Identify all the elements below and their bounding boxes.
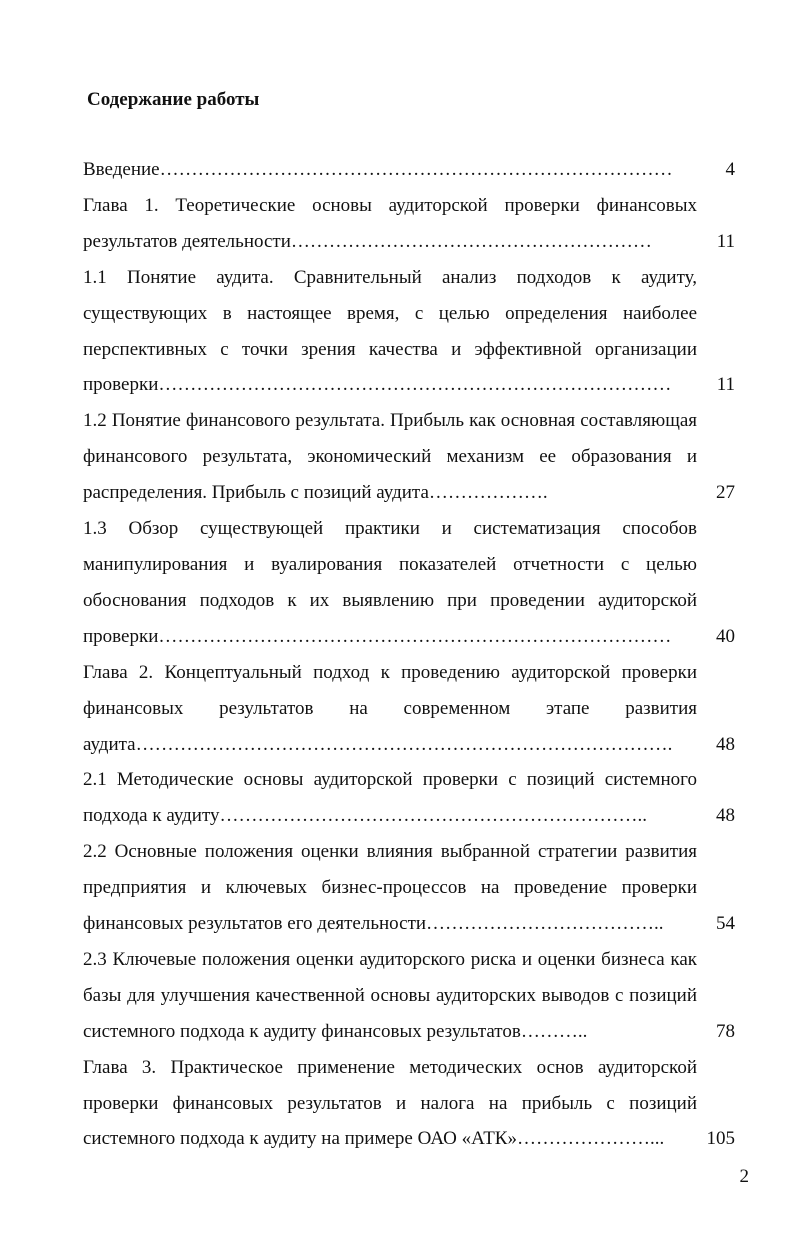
toc-entry-section-1-2: [83, 403, 743, 511]
toc-entry-section-1-1: [83, 260, 743, 404]
toc-entry-page: 11: [716, 230, 735, 252]
toc-entry-page: 40: [716, 625, 735, 647]
toc-entry-text: Глава 3. Практическое применение методических основ аудиторской проверки финансовых результатов и налога на прибыль с позиций системного подхода к аудиту на примере ОАО «АТК»…………………...: [83, 1056, 697, 1150]
toc-entry-chapter-3: [83, 1050, 743, 1158]
toc-entry-introduction: [83, 152, 743, 188]
toc-entry-chapter-2: [83, 655, 743, 763]
toc-entry-text: 1.2 Понятие финансового результата. Прибыль как основная составляющая финансового результата, экономический механизм ее образования и распределения. Прибыль с позиций аудита……………….: [83, 410, 697, 504]
table-of-contents: [83, 152, 743, 1157]
toc-entry-page: 78: [716, 1020, 735, 1042]
toc-entry-page: 11: [716, 374, 735, 396]
toc-entry-page: 54: [716, 913, 735, 935]
toc-entry-page: 27: [716, 482, 735, 504]
page-number: 2: [739, 1166, 749, 1187]
page-title: Содержание работы: [87, 89, 260, 110]
toc-entry-section-2-2: [83, 834, 743, 942]
toc-entry-text: 2.1 Методические основы аудиторской проверки с позиций системного подхода к аудиту…………………………………………………………..: [83, 769, 697, 827]
toc-entry-page: 4: [725, 159, 735, 180]
toc-entry-text: Глава 2. Концептуальный подход к проведению аудиторской проверки финансовых результатов на современном этапе развития аудита………………………………………………………………………….: [83, 661, 697, 755]
toc-entry-page: 48: [716, 733, 735, 755]
toc-entry-chapter-1: [83, 188, 743, 260]
toc-entry-section-1-3: [83, 511, 743, 655]
toc-entry-section-2-1: [83, 762, 743, 834]
toc-entry-page: 105: [706, 1128, 735, 1150]
toc-entry-page: 48: [716, 805, 735, 827]
toc-entry-text: 1.3 Обзор существующей практики и систематизация способов манипулирования и вуалирования показателей отчетности с целью обоснования подходов к их выявлению при проведении аудиторской проверки………………………………………………………………………: [83, 518, 697, 647]
toc-entry-text: 1.1 Понятие аудита. Сравнительный анализ подходов к аудиту, существующих в настоящее время, с целью определения наиболее перспективных с точки зрения качества и эффективной организации проверки………………………………………………………………………: [83, 266, 697, 396]
toc-entry-section-2-3: [83, 942, 743, 1050]
toc-entry-text: Введение………………………………………………………………………: [83, 159, 673, 180]
toc-entry-text: 2.2 Основные положения оценки влияния выбранной стратегии развития предприятия и ключевых бизнес-процессов на проведение проверки финансовых результатов его деятельности………………………………..: [83, 841, 697, 935]
toc-entry-text: 2.3 Ключевые положения оценки аудиторского риска и оценки бизнеса как базы для улучшения качественной основы аудиторских выводов с позиций системного подхода к аудиту финансовых результатов………..: [83, 948, 697, 1042]
toc-entry-text: Глава 1. Теоретические основы аудиторской проверки финансовых результатов деятельности…………………………………………………: [83, 194, 697, 252]
